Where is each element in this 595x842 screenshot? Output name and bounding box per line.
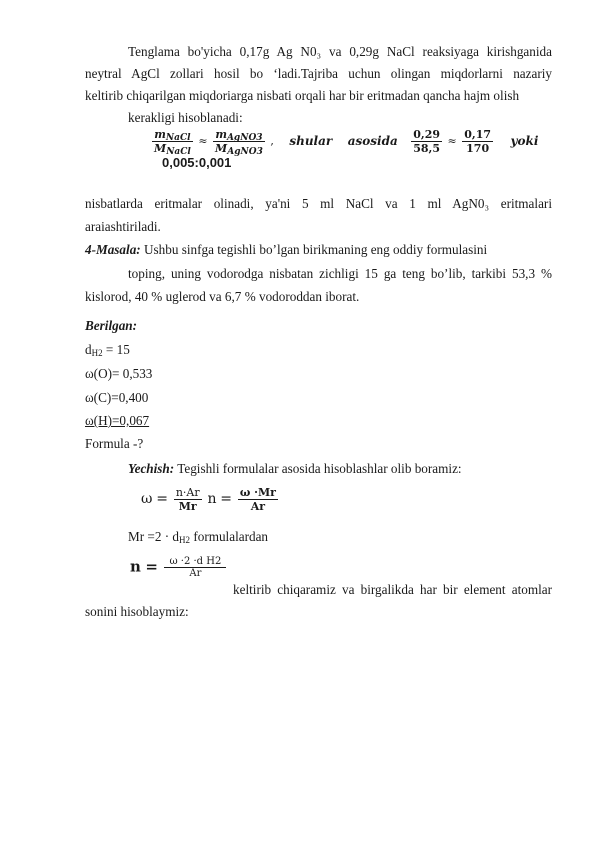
equals-sign-3: = [145, 557, 158, 576]
m-agno3-subscript: AgNO3 [226, 133, 263, 143]
density-value: = 15 [102, 342, 130, 357]
omega-denominator: Mr [178, 500, 197, 513]
equals-sign-1: = [156, 491, 168, 507]
paragraph-2-line-1: nisbatlarda eritmalar olinadi, ya'ni 5 ml NaCl va 1 ml AgN0₃ eritmalari [85, 196, 552, 211]
mr-suffix: formulalardan [190, 529, 269, 544]
m-nacl-symbol: m [154, 128, 166, 141]
masala-line-1 [85, 242, 487, 258]
m-agno3-symbol: m [215, 128, 227, 141]
masala-label: 4-Masala: [85, 242, 141, 257]
M-agno3-symbol: M [215, 142, 228, 155]
omega-numerator: n·Ar [175, 486, 200, 499]
fraction-n-final [164, 556, 226, 579]
omega-h-value: ω(H)=0,067 [85, 413, 150, 428]
fraction-nacl-values [411, 128, 442, 155]
paragraph-1-line-2: neytral AgCl zollari hosil bo ‘ladi.Tajriba uchun olingan miqdorlarni nazariy [85, 66, 552, 81]
approx-sign: ≈ [198, 134, 208, 148]
paragraph-1-line-1: Tenglama bo'yicha 0,17g Ag N0₃ va 0,29g NaCl reaksiyaga kirishganida [128, 44, 552, 59]
omega-c-line: ω(C)=0,400 [85, 390, 149, 405]
mr-prefix: Mr =2 · d [128, 529, 180, 544]
density-line [85, 342, 130, 358]
density-symbol: d [85, 342, 92, 357]
numerator-nacl: 0,29 [413, 128, 441, 141]
paragraph-1-line-4: kerakligi hisoblanadi: [128, 110, 243, 125]
n-final-denominator: Ar [189, 568, 202, 579]
masala-line-3: kislorod, 40 % uglerod va 6,7 % vodoroddan iborat. [85, 289, 360, 304]
ratio-value: 0,005:0,001 [162, 155, 232, 170]
formula-question: Formula -? [85, 436, 144, 451]
comma: , [270, 134, 274, 148]
denominator-agno3: 170 [466, 142, 490, 155]
n-symbol: n [207, 491, 217, 507]
denominator-nacl: 58,5 [413, 142, 441, 155]
fraction-omega [174, 486, 202, 513]
density-subscript: H2 [91, 348, 103, 358]
mr-subscript: H2 [179, 535, 191, 545]
word-yoki: yoki [510, 133, 539, 148]
m-nacl-subscript: NaCl [165, 133, 191, 143]
fraction-agno3 [213, 128, 265, 155]
fraction-n [238, 486, 278, 513]
paragraph-2-line-2: araiashtiriladi. [85, 219, 161, 234]
fraction-agno3-values [462, 128, 493, 155]
n-final-numerator: ω ·2 ·d H2 [164, 556, 226, 568]
omega-h-line [85, 413, 161, 429]
numerator-agno3: 0,17 [464, 128, 492, 141]
n-formula [130, 556, 228, 579]
M-agno3-subscript: AgNO3 [227, 147, 263, 157]
berilgan-label: Berilgan: [85, 318, 138, 333]
yechish-text: Tegishli formulalar asosida hisoblashlar olib boramiz: [174, 461, 462, 476]
M-nacl-symbol: M [154, 142, 167, 155]
mr-line [128, 529, 268, 545]
approx-sign-2: ≈ [447, 134, 457, 148]
word-shular: shular [289, 133, 333, 148]
omega-o-line: ω(O)= 0,533 [85, 366, 153, 381]
n-numerator: ω ·Mr [239, 486, 276, 499]
yechish-label: Yechish: [128, 461, 175, 476]
fraction-nacl [152, 128, 193, 155]
masala-line-2: toping, uning vodorodga nisbatan zichligi 15 ga teng bo’lib, tarkibi 53,3 % [128, 266, 552, 281]
final-line-1: keltirib chiqaramiz va birgalikda har bir element atomlar [233, 582, 552, 597]
ratio-formula [150, 128, 595, 170]
omega-symbol: ω [141, 491, 153, 507]
n-denominator: Ar [250, 500, 266, 513]
yechish-line [128, 461, 462, 477]
equals-sign-2: = [220, 491, 233, 507]
masala-text-1: Ushbu sinfga tegishli bo’lgan birikmaning eng oddiy formulasini [140, 242, 488, 257]
final-line-2: sonini hisoblaymiz: [85, 604, 189, 619]
omega-formula [141, 486, 280, 513]
n-symbol-2: n [130, 557, 141, 576]
word-asosida: asosida [347, 133, 398, 148]
M-nacl-subscript: NaCl [166, 147, 191, 157]
paragraph-1-line-3: keltirib chiqarilgan miqdoriarga nisbati orqali har bir eritmadan qancha hajm olish [85, 88, 520, 103]
